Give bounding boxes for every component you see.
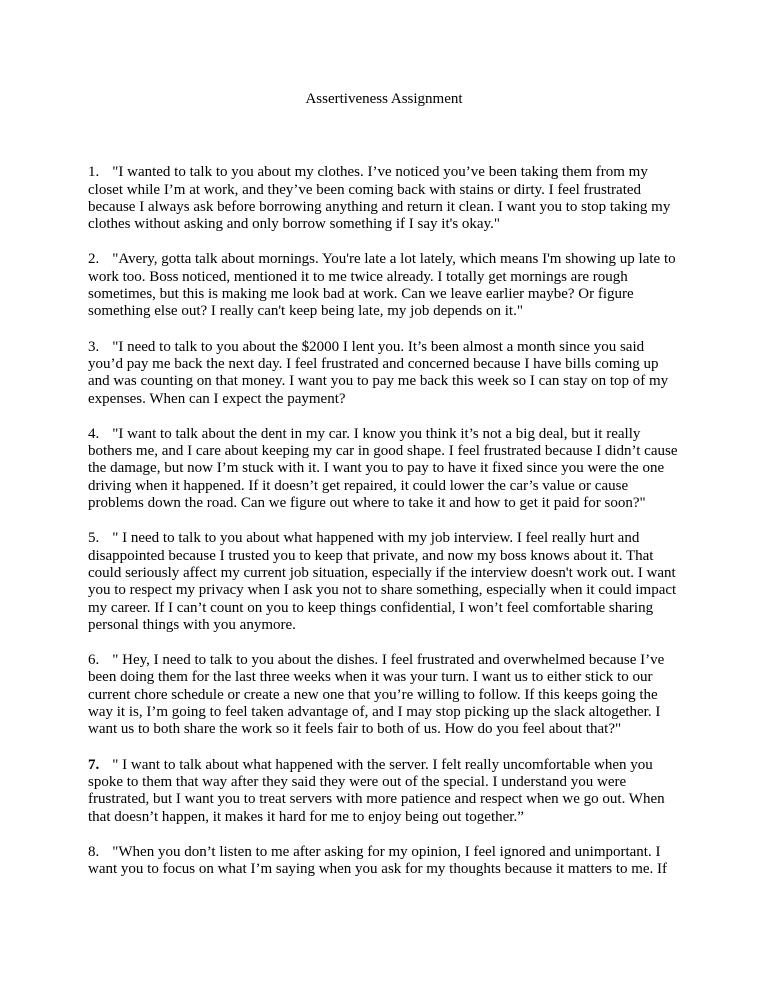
item-number: 6. [88, 652, 100, 669]
item-text: "I need to talk to you about the $2000 I lent you. It’s been almost a month since you said you’d pay me back the next day. I feel frustrated and concerned because I have bills coming up and was counting on that money. I want you to pay me back this week so I can stay on top of my expenses. When can I expect the payment? [88, 338, 669, 407]
item-number: 5. [88, 530, 100, 547]
list-item [88, 164, 680, 233]
item-number: 1. [88, 164, 100, 181]
item-number: 8. [88, 843, 100, 860]
item-text: "I wanted to talk to you about my clothes. I’ve noticed you’ve been taking them from my closet while I’m at work, and they’ve been coming back with stains or dirty. I feel frustrated because I always ask before borrowing anything and return it clean. I want you to stop taking my clothes without asking and only borrow something if I say it's okay." [88, 164, 671, 233]
document-content [88, 0, 680, 896]
item-text: "Avery, gotta talk about mornings. You're late a lot lately, which means I'm showing up late to work too. Boss noticed, mentioned it to me twice already. I totally get mornings are rough sometimes, but this is making me look bad at work. Can we leave earlier maybe? Or figure something else out? I really can't keep being late, my job depends on it." [88, 251, 676, 320]
list-item [88, 251, 680, 320]
item-text: " Hey, I need to talk to you about the dishes. I feel frustrated and overwhelmed because I’ve been doing them for the last three weeks when it was your turn. I want us to either stick to our current chore schedule or create a new one that you’re willing to follow. If this keeps going the way it is, I’m going to feel taken advantage of, and I may stop picking up the slack altogether. I want us to both share the work so it feels fair to both of us. How do you feel about that?" [88, 652, 665, 738]
item-number: 3. [88, 338, 100, 355]
item-number: 4. [88, 425, 100, 442]
item-number: 2. [88, 251, 100, 268]
item-text: "I want to talk about the dent in my car. I know you think it’s not a big deal, but it really bothers me, and I care about keeping my car in good shape. I feel frustrated because I didn’t cause the damage, but now I’m stuck with it. I want you to pay to have it fixed since you were the one driving when it happened. If it doesn’t get repaired, it could lower the car’s value or cause problems down the road. Can we figure out where to take it and how to get it paid for soon?" [88, 425, 678, 512]
document-title: Assertiveness Assignment [305, 91, 463, 107]
list-item [88, 652, 680, 738]
assignment-list [88, 164, 680, 878]
list-item [88, 426, 680, 512]
item-text: "When you don’t listen to me after asking for my opinion, I feel ignored and unimportant. I want you to focus on what I’m saying when you ask for my thoughts because it matters to me. If [88, 843, 668, 878]
list-item [88, 844, 680, 879]
item-text: " I need to talk to you about what happened with my job interview. I feel really hurt and disappointed because I trusted you to keep that private, and now my boss knows about it. That could seriously affect my current job situation, especially if the interview doesn't work out. I want you to respect my privacy when I ask you not to share something, especially when it could impact my career. If I can’t count on you to keep things confidential, I won’t feel comfortable sharing personal things with you anymore. [88, 530, 677, 633]
list-item [88, 530, 680, 634]
list-item [88, 339, 680, 408]
item-number: 7. [88, 756, 100, 773]
list-item [88, 757, 680, 826]
item-text: " I want to talk about what happened with the server. I felt really uncomfortable when you spoke to them that way after they said they were out of the special. I understand you were frustrated, but I want you to treat servers with more patience and respect when we go out. When that doesn’t happen, it makes it hard for me to enjoy being out together.” [88, 756, 665, 825]
